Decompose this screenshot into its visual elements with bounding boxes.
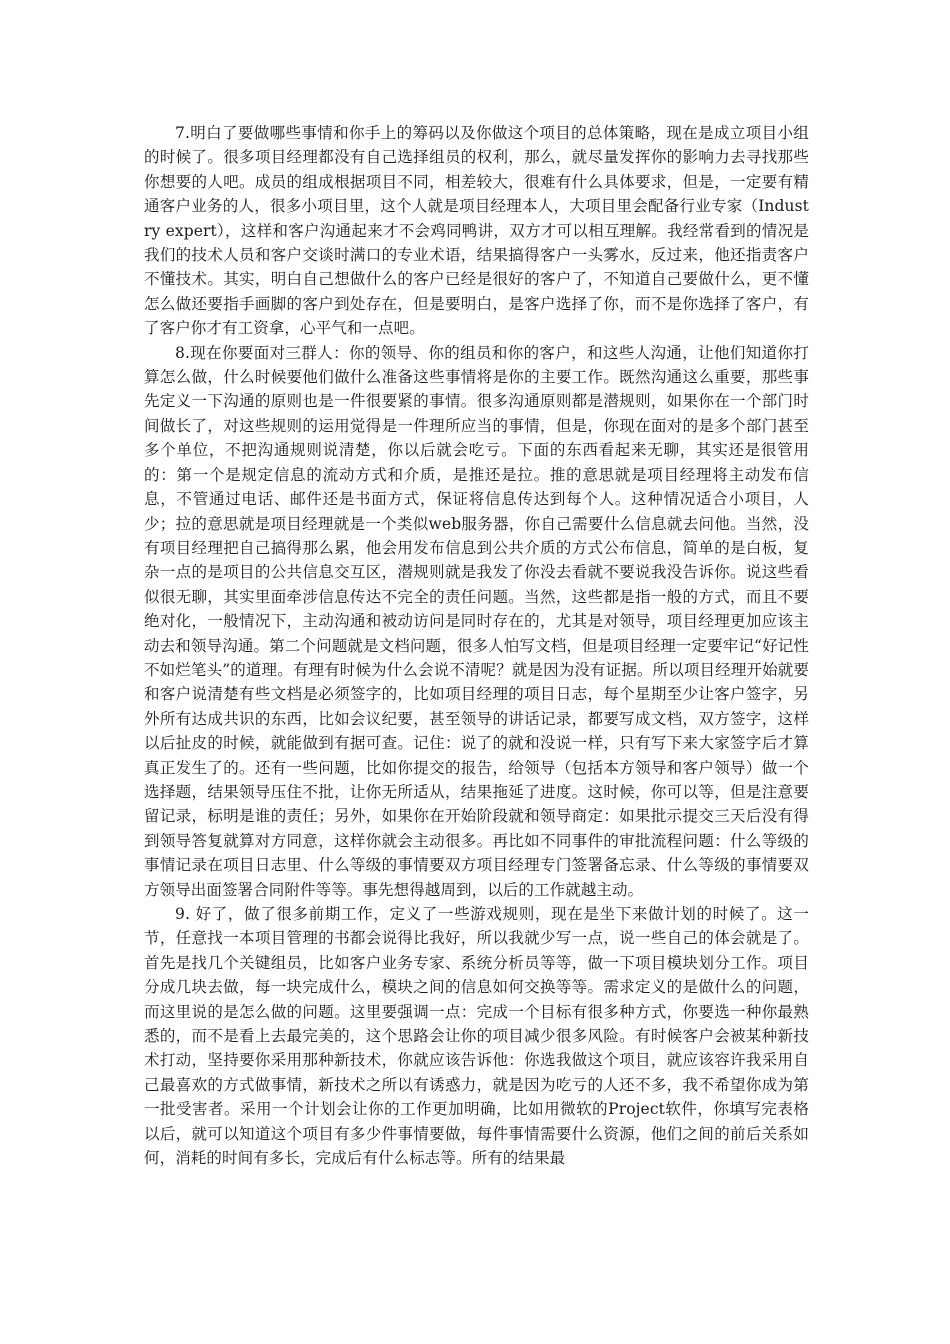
paragraph-8: 8.现在你要面对三群人：你的领导、你的组员和你的客户，和这些人沟通，让他们知道你打算怎么做，什么时候要他们做什么准备这些事情将是你的主要工作。既然沟通这么重要，那些事先定义一下沟通的原则也是一件很要紧的事情。很多沟通原则都是潜规则，如果你在一个部门时间做长了，对这些规则的运用觉得是一件理所应当的事情，但是，你现在面对的是多个部门甚至多个单位，不把沟通规则说清楚，你以后就会吃亏。下面的东西看起来无聊，其实还是很管用的：第一个是规定信息的流动方式和介质，是推还是拉。推的意思就是项目经理将主动发布信息，不管通过电话、邮件还是书面方式，保证将信息传达到每个人。这种情况适合小项目，人少；拉的意思就是项目经理就是一个类似web服务器，你自己需要什么信息就去问他。当然，没有项目经理把自己搞得那么累，他会用发布信息到公共介质的方式公布信息，简单的是白板，复杂一点的是项目的公共信息交互区，潜规则就是我发了你没去看就不要说我没告诉你。说这些看似很无聊，其实里面牵涉信息传达不完全的责任问题。当然，这些都是指一般的方式，而且不要绝对化，一般情况下，主动沟通和被动访问是同时存在的，尤其是对领导，项目经理更加应该主动去和领导沟通。第二个问题就是文档问题，很多人怕写文档，但是项目经理一定要牢记“好记性不如烂笔头”的道理。有理有时候为什么会说不清呢？就是因为没有证据。所以项目经理开始就要和客户说清楚有些文档是必须签字的，比如项目经理的项目日志，每个星期至少让客户签字，另外所有达成共识的东西，比如会议纪要，甚至领导的讲话记录，都要写成文档，双方签字，这样以后扯皮的时候，就能做到有据可查。记住：说了的就和没说一样，只有写下来大家签字后才算真正发生了的。还有一些问题，比如你提交的报告，给领导（包括本方领导和客户领导）做一个选择题，结果领导压住不批，让你无所适从，结果拖延了进度。这时候，你可以等，但是注意要留记录，标明是谁的责任；另外，如果你在开始阶段就和领导商定：如果批示提交三天后没有得到领导答复就算对方同意，这样你就会主动很多。再比如不同事件的审批流程问题：什么等级的事情记录在项目日志里、什么等级的事情要双方项目经理专门签署备忘录、什么等级的事情要双方领导出面签署合同附件等等。事先想得越周到，以后的工作就越主动。 (144, 343, 809, 899)
document-body (144, 121, 809, 1170)
paragraph-9: 9. 好了，做了很多前期工作，定义了一些游戏规则，现在是坐下来做计划的时候了。这一节，任意找一本项目管理的书都会说得比我好，所以我就少写一点，说一些自己的体会就是了。首先是找几个关键组员，比如客户业务专家、系统分析员等等，做一下项目模块划分工作。项目分成几块去做，每一块完成什么，模块之间的信息如何交换等等。需求定义的是做什么的问题，而这里说的是怎么做的问题。这里要强调一点：完成一个目标有很多种方式，你要选一种你最熟悉的，而不是看上去最完美的，这个思路会让你的项目减少很多风险。有时候客户会被某种新技术打动，坚持要你采用那种新技术，你就应该告诉他：你选我做这个项目，就应该容许我采用自己最喜欢的方式做事情，新技术之所以有诱惑力，就是因为吃亏的人还不多，我不希望你成为第一批受害者。采用一个计划会让你的工作更加明确，比如用微软的Project软件，你填写完表格以后，就可以知道这个项目有多少件事情要做，每件事情需要什么资源，他们之间的前后关系如何，消耗的时间有多长，完成后有什么标志等。所有的结果最 (144, 905, 809, 1168)
paragraph-7: 7.明白了要做哪些事情和你手上的筹码以及你做这个项目的总体策略，现在是成立项目小组的时候了。很多项目经理都没有自己选择组员的权利，那么，就尽量发挥你的影响力去寻找那些你想要的人吧。成员的组成根据项目不同，相差较大，很难有什么具体要求，但是，一定要有精通客户业务的人，很多小项目里，这个人就是项目经理本人，大项目里会配备行业专家（Industry expert），这样和客户沟通起来才不会鸡同鸭讲，双方才可以相互理解。我经常看到的情况是我们的技术人员和客户交谈时满口的专业术语，结果搞得客户一头雾水，反过来，他还指责客户不懂技术。其实，明白自己想做什么的客户已经是很好的客户了，不知道自己要做什么，更不懂怎么做还要指手画脚的客户到处存在，但是要明白，是客户选择了你，而不是你选择了客户，有了客户你才有工资拿，心平气和一点吧。 (144, 124, 809, 338)
